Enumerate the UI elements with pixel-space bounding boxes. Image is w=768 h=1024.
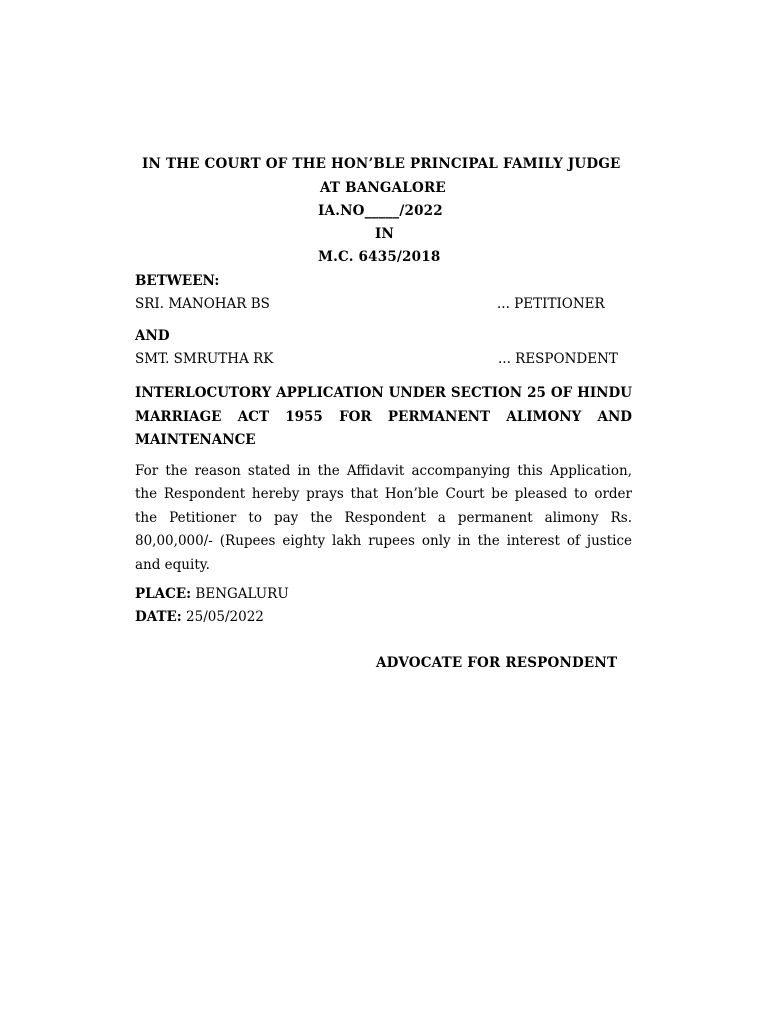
ia-number-heading: IA.NO_____/2022	[318, 203, 443, 219]
place-value: BENGALURU	[191, 586, 289, 602]
application-title: INTERLOCUTORY APPLICATION UNDER SECTION 25 OF HINDU MARRIAGE ACT 1955 FOR PERMANENT ALIMONY AND MAINTENANCE	[135, 385, 632, 448]
place-label: PLACE:	[135, 586, 192, 602]
respondent-name: SMT. SMRUTHA RK	[135, 351, 274, 367]
case-number-heading: M.C. 6435/2018	[318, 249, 441, 265]
application-body: For the reason stated in the Affidavit accompanying this Application, the Respondent hereby prays that Hon’ble Court be pleased to order the Petitioner to pay the Respondent a permanent alimony Rs. 80,00,000/- (Rupees eighty lakh rupees only in the interest of justice and equity.	[135, 463, 632, 573]
date-label: DATE:	[135, 609, 182, 625]
in-heading: IN	[375, 226, 395, 242]
date-line	[135, 609, 264, 625]
place-line	[135, 586, 289, 602]
petitioner-role: ... PETITIONER	[497, 296, 605, 312]
court-name-heading: IN THE COURT OF THE HON’BLE PRINCIPAL FAMILY JUDGE	[142, 156, 621, 172]
petitioner-name: SRI. MANOHAR BS	[135, 296, 270, 312]
advocate-signature: ADVOCATE FOR RESPONDENT	[376, 655, 618, 671]
and-label: AND	[135, 328, 170, 344]
court-location-heading: AT BANGALORE	[320, 180, 446, 196]
between-label: BETWEEN:	[135, 273, 220, 289]
date-value: 25/05/2022	[181, 609, 264, 625]
respondent-role: ... RESPONDENT	[498, 351, 618, 367]
